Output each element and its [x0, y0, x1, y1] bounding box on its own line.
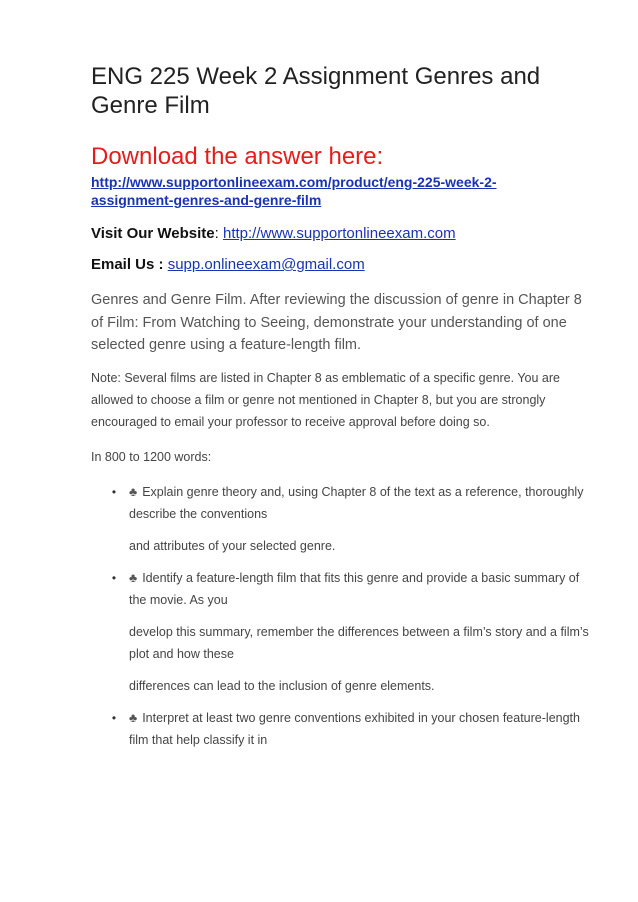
bullet-dot-icon: • — [111, 570, 117, 585]
website-label: Visit Our Website — [91, 225, 215, 242]
list-item-sentence: Interpret at least two genre conventions exhibited in your chosen feature-length film that help classify it in — [129, 710, 580, 747]
list-item — [91, 567, 591, 697]
club-icon: ♣ — [129, 710, 138, 725]
website-line — [91, 225, 591, 243]
club-icon: ♣ — [129, 484, 138, 499]
list-item-continuation: differences can lead to the inclusion of genre elements. — [129, 678, 435, 693]
list-item-text — [129, 481, 591, 525]
word-count-line: In 800 to 1200 words: — [91, 449, 212, 464]
document-title: ENG 225 Week 2 Assignment Genres and Genre Film — [91, 63, 541, 119]
requirements-list — [91, 481, 591, 751]
note-paragraph: Note: Several films are listed in Chapter 8 as emblematic of a specific genre. You are allowed to choose a film or genre not mentioned in Chapter 8, but you are strongly encouraged to email your professor to receive approval before doing so. — [91, 370, 560, 429]
email-line — [91, 256, 591, 274]
website-separator: : — [214, 225, 219, 242]
list-item-sentence: Explain genre theory and, using Chapter 8 of the text as a reference, thoroughly describe the conventions — [129, 484, 584, 521]
list-item-continuation: develop this summary, remember the differences between a film’s story and a film’s plot and how these — [129, 624, 589, 661]
intro-paragraph: Genres and Genre Film. After reviewing the discussion of genre in Chapter 8 of Film: From Watching to Seeing, demonstrate your understanding of one selected genre using a feature-length film. — [91, 292, 582, 353]
list-item-text — [129, 567, 591, 611]
email-label: Email Us : — [91, 256, 164, 273]
list-item-text — [129, 707, 591, 751]
list-item-continuation: and attributes of your selected genre. — [129, 538, 336, 553]
list-item — [91, 707, 591, 751]
list-item — [91, 481, 591, 557]
bullet-dot-icon: • — [111, 484, 117, 499]
website-link[interactable]: http://www.supportonlineexam.com — [223, 225, 456, 242]
list-item-sentence: Identify a feature-length film that fits this genre and provide a basic summary of the movie. As you — [129, 570, 580, 607]
email-link[interactable]: supp.onlineexam@gmail.com — [167, 256, 365, 273]
download-heading: Download the answer here: — [91, 143, 384, 170]
product-link[interactable]: http://www.supportonlineexam.com/product/eng-225-week-2-assignment-genres-and-genre-film — [91, 174, 497, 208]
document-content — [91, 62, 591, 761]
bullet-dot-icon: • — [111, 710, 117, 725]
club-icon: ♣ — [129, 570, 138, 585]
